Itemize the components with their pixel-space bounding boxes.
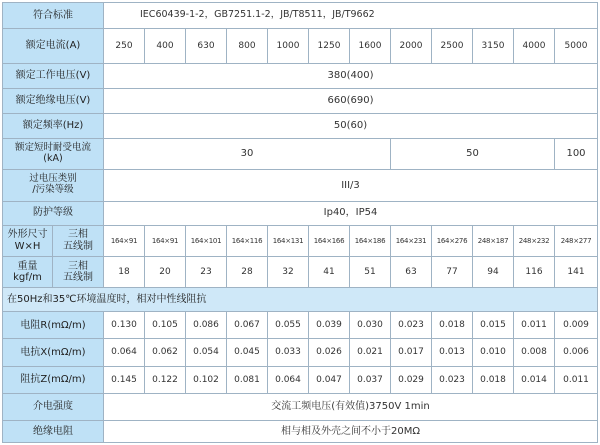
dimension-sublabel-line2: 五线制 <box>63 240 93 252</box>
reactance-cell: 0.026 <box>309 339 350 366</box>
weight-label-line1: 重量 <box>17 260 38 272</box>
impedance-cell: 0.102 <box>186 366 227 393</box>
reactance-cell: 0.033 <box>268 339 309 366</box>
row-dimension <box>3 225 598 256</box>
impedance-cell: 0.064 <box>268 366 309 393</box>
overvoltage-label-line1: 过电压类别 <box>29 173 77 185</box>
rated-current-cell: 4000 <box>514 29 555 63</box>
dimension-cell: 164×91 <box>145 225 186 256</box>
weight-cell: 77 <box>432 256 473 287</box>
reactance-label: 电抗X(mΩ/m) <box>3 339 104 366</box>
impedance-cell: 0.145 <box>104 366 145 393</box>
dimension-cell: 164×131 <box>268 225 309 256</box>
rated-current-cell: 800 <box>227 29 268 63</box>
impedance-cell: 0.029 <box>391 366 432 393</box>
resistance-cell: 0.018 <box>432 312 473 339</box>
spec-table <box>2 2 598 443</box>
reactance-cell: 0.008 <box>514 339 555 366</box>
rated-current-cell: 1000 <box>268 29 309 63</box>
dielectric-value: 交流工频电压(有效值)3750V 1min <box>104 393 598 420</box>
reactance-cell: 0.010 <box>473 339 514 366</box>
weight-cell: 20 <box>145 256 186 287</box>
impedance-cell: 0.023 <box>432 366 473 393</box>
dimension-label-line2: W×H <box>14 240 41 252</box>
rated-current-cell: 2500 <box>432 29 473 63</box>
row-weight <box>3 256 598 287</box>
dimension-sublabel <box>53 225 104 256</box>
rated-current-cell: 1600 <box>350 29 391 63</box>
short-time-current-label-line2: (kA) <box>43 153 63 165</box>
frequency-label: 额定频率(Hz) <box>3 113 104 138</box>
row-insulation-voltage <box>3 88 598 113</box>
resistance-cell: 0.130 <box>104 312 145 339</box>
resistance-cell: 0.023 <box>391 312 432 339</box>
weight-cell: 94 <box>473 256 514 287</box>
weight-sublabel-line2: 五线制 <box>63 272 93 284</box>
weight-cell: 28 <box>227 256 268 287</box>
reactance-cell: 0.013 <box>432 339 473 366</box>
short-time-current-label <box>3 138 104 169</box>
weight-cell: 18 <box>104 256 145 287</box>
rated-current-cell: 5000 <box>555 29 598 63</box>
short-time-current-value: 50 <box>391 138 555 169</box>
insulation-voltage-label: 额定绝缘电压(V) <box>3 88 104 113</box>
rated-current-cell: 2000 <box>391 29 432 63</box>
row-dielectric <box>3 393 598 420</box>
row-working-voltage <box>3 63 598 88</box>
reactance-cell: 0.006 <box>555 339 598 366</box>
resistance-cell: 0.009 <box>555 312 598 339</box>
dimension-cell: 164×231 <box>391 225 432 256</box>
resistance-cell: 0.055 <box>268 312 309 339</box>
standard-value: IEC60439-1-2，GB7251.1-2，JB/T8511，JB/T9662 <box>104 3 598 29</box>
reactance-cell: 0.045 <box>227 339 268 366</box>
impedance-cell: 0.011 <box>555 366 598 393</box>
dimension-sublabel-line1: 三相 <box>68 229 88 241</box>
row-protection <box>3 201 598 225</box>
weight-cell: 63 <box>391 256 432 287</box>
insulation-voltage-value: 660(690) <box>104 88 598 113</box>
spec-table-container <box>2 2 598 443</box>
overvoltage-value: III/3 <box>104 170 598 201</box>
weight-cell: 32 <box>268 256 309 287</box>
dimension-cell: 164×166 <box>309 225 350 256</box>
row-overvoltage <box>3 170 598 201</box>
dimension-cell: 164×91 <box>104 225 145 256</box>
rated-current-label: 额定电流(A) <box>3 29 104 63</box>
impedance-cell: 0.014 <box>514 366 555 393</box>
dimension-cell: 248×187 <box>473 225 514 256</box>
dimension-cell: 164×186 <box>350 225 391 256</box>
rated-current-cell: 3150 <box>473 29 514 63</box>
row-standard <box>3 3 598 29</box>
working-voltage-value: 380(400) <box>104 63 598 88</box>
insulation-resistance-label: 绝缘电阻 <box>3 420 104 442</box>
row-impedance <box>3 366 598 393</box>
overvoltage-label-line2: /污染等级 <box>32 184 74 196</box>
short-time-current-value: 100 <box>555 138 598 169</box>
dimension-cell: 248×232 <box>514 225 555 256</box>
dielectric-label: 介电强度 <box>3 393 104 420</box>
resistance-cell: 0.011 <box>514 312 555 339</box>
rated-current-cell: 250 <box>104 29 145 63</box>
row-impedance-note <box>3 288 598 312</box>
weight-cell: 51 <box>350 256 391 287</box>
weight-sublabel-line1: 三相 <box>68 260 88 272</box>
resistance-cell: 0.015 <box>473 312 514 339</box>
reactance-cell: 0.021 <box>350 339 391 366</box>
weight-label <box>3 256 53 287</box>
row-resistance <box>3 312 598 339</box>
standard-label: 符合标准 <box>3 3 104 29</box>
impedance-cell: 0.018 <box>473 366 514 393</box>
row-reactance <box>3 339 598 366</box>
protection-value: Ip40，IP54 <box>104 201 598 225</box>
reactance-cell: 0.017 <box>391 339 432 366</box>
weight-cell: 41 <box>309 256 350 287</box>
weight-cell: 23 <box>186 256 227 287</box>
rated-current-cell: 630 <box>186 29 227 63</box>
impedance-cell: 0.081 <box>227 366 268 393</box>
weight-cell: 116 <box>514 256 555 287</box>
short-time-current-value: 30 <box>104 138 391 169</box>
reactance-cell: 0.064 <box>104 339 145 366</box>
weight-sublabel <box>53 256 104 287</box>
short-time-current-label-line1: 额定短时耐受电流 <box>14 142 91 154</box>
working-voltage-label: 额定工作电压(V) <box>3 63 104 88</box>
row-rated-current <box>3 29 598 63</box>
overvoltage-label <box>3 170 104 201</box>
impedance-label: 阻抗Z(mΩ/m) <box>3 366 104 393</box>
dimension-cell: 164×276 <box>432 225 473 256</box>
row-insulation-resistance <box>3 420 598 442</box>
weight-label-line2: kgf/m <box>13 272 42 284</box>
impedance-cell: 0.037 <box>350 366 391 393</box>
impedance-cell: 0.122 <box>145 366 186 393</box>
dimension-cell: 164×116 <box>227 225 268 256</box>
resistance-cell: 0.086 <box>186 312 227 339</box>
protection-label: 防护等级 <box>3 201 104 225</box>
reactance-cell: 0.062 <box>145 339 186 366</box>
impedance-cell: 0.047 <box>309 366 350 393</box>
dimension-cell: 248×277 <box>555 225 598 256</box>
resistance-cell: 0.030 <box>350 312 391 339</box>
row-frequency <box>3 113 598 138</box>
resistance-cell: 0.039 <box>309 312 350 339</box>
impedance-note: 在50Hz和35℃环境温度时，相对中性线阻抗 <box>3 288 598 312</box>
resistance-cell: 0.105 <box>145 312 186 339</box>
weight-cell: 141 <box>555 256 598 287</box>
rated-current-cell: 400 <box>145 29 186 63</box>
frequency-value: 50(60) <box>104 113 598 138</box>
resistance-cell: 0.067 <box>227 312 268 339</box>
resistance-label: 电阻R(mΩ/m) <box>3 312 104 339</box>
dimension-cell: 164×101 <box>186 225 227 256</box>
dimension-label <box>3 225 53 256</box>
reactance-cell: 0.054 <box>186 339 227 366</box>
rated-current-cell: 1250 <box>309 29 350 63</box>
insulation-resistance-value: 相与相及外壳之间不小于20MΩ <box>104 420 598 442</box>
row-short-time-current <box>3 138 598 169</box>
dimension-label-line1: 外形尺寸 <box>7 229 48 241</box>
